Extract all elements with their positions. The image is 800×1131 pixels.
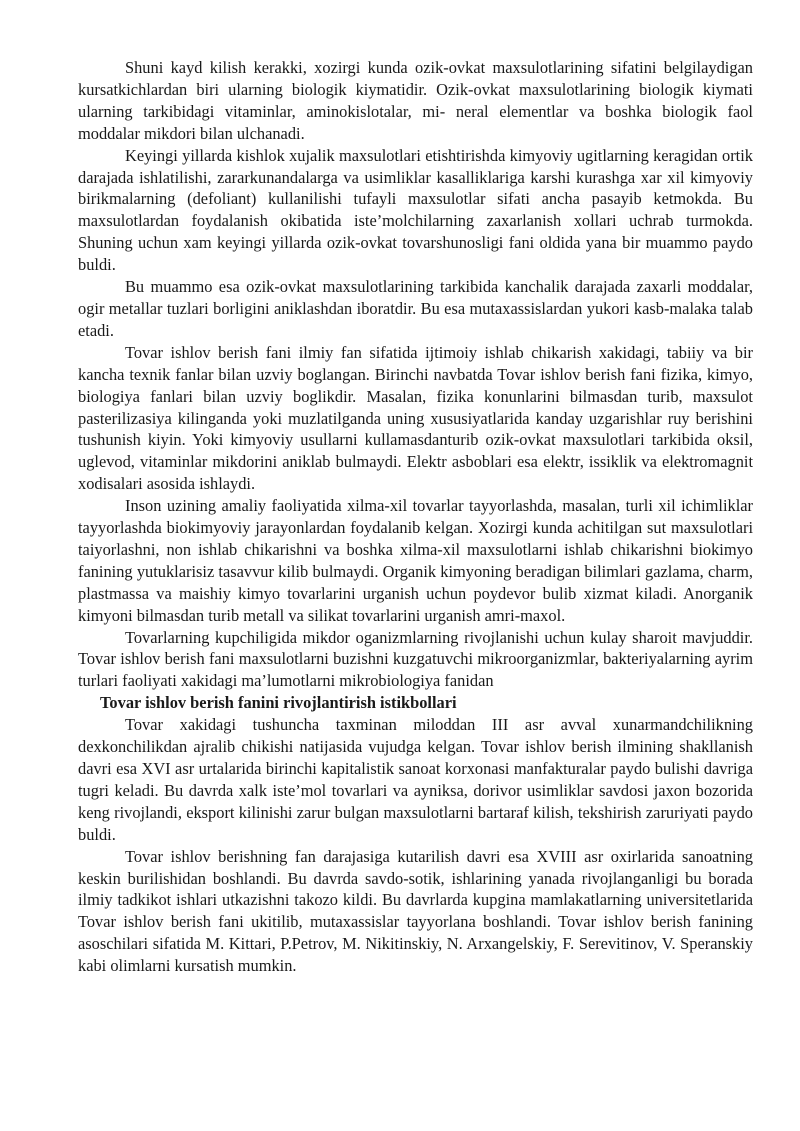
document-page bbox=[78, 57, 753, 977]
paragraph-biological-value: Shuni kayd kilish kerakki, xozirgi kunda ozik-ovkat maxsulotlarining sifatini belgilaydigan kursatkichlardan biri ularning biologik kiymatidir. Ozik-ovkat maxsulotlarining biologik kiymati ularning tarkibidagi vitaminlar, aminokislotalar, mi- neral elementlar va boshka biologik faol moddalar mikdori bilan ulchanadi. bbox=[78, 58, 753, 143]
paragraph-related-sciences: Tovar ishlov berish fani ilmiy fan sifatida ijtimoiy ishlab chikarish xakidagi, tabiiy va bir kancha texnik fanlar bilan uzviy boglangan. Birinchi navbatda Tovar ishlov berish fani fizika, kimyo, biologiya fanlari bilan uzviy boglikdir. Masalan, fizika konunlarini bilmasdan turib, maxsulot pasterilizasiya kilinganda yoki muzlatilganda uning xususiyatlarida kanday uzgarishlar ruy berishini tushunish kiyin. Yoki kimyoviy usullarni kullamasdanturib ozik-ovkat maxsulotlari tarkibida oksil, uglevod, vitaminlar mikdorini aniklab bulmaydi. Elektr asboblari esa elektr, issiklik va elektromagnit xodisalari asosida ishlaydi. bbox=[78, 342, 753, 494]
section-heading: Tovar ishlov berish fanini rivojlantirish istikbollari bbox=[100, 693, 457, 713]
paragraph-history-origin: Tovar xakidagi tushuncha taxminan miloddan III asr avval xunarmandchilikning dexkonchilikdan ajralib chikishi natijasida vujudga kelgan. Tovar ishlov berish ilmining shakllanish davri esa XVI asr urtalarida birinchi kapitalistik sanoat korxonasi manfakturalar paydo bulishi davriga tugri keladi. Bu davrda xalk iste’mol tovarlari va ayniksa, dorivor usimliklar savdosi jaxon bozorida keng rivojlandi, eksport kilinishi zarur bulgan maxsulotlarni bartaraf kilish, tekshirish zaruriyati paydo buldi. bbox=[78, 715, 753, 844]
paragraph-toxic-substances: Bu muammo esa ozik-ovkat maxsulotlarining tarkibida kanchalik darajada zaxarli moddalar, ogir metallar tuzlari borligini aniklashdan iboratdir. Bu esa mutaxassislardan yukori kasb-malaka talab etadi. bbox=[78, 277, 753, 340]
paragraph-chemical-fertilizers: Keyingi yillarda kishlok xujalik maxsulotlari etishtirishda kimyoviy ugitlarning keragidan ortik darajada ishlatilishi, zararkunandalarga va usimliklar kasalliklariga karshi kurashga xar xil kimyoviy birikmalarning (defoliant) kullanilishi tufayli maxsulotlar sifati ancha pasayib ketmokda. Bu maxsulotlardan foydalanish okibatida iste’molchilarning zaxarlanish xollari uchrab turmokda. Shuning uchun xam keyingi yillarda ozik-ovkat tovarshunosligi fani oldida yana bir muammo paydo buldi. bbox=[78, 145, 753, 275]
paragraph-biochemistry: Inson uzining amaliy faoliyatida xilma-xil tovarlar tayyorlashda, masalan, turli xil ichimliklar tayyorlashda biokimyoviy jarayonlardan foydalanib kelgan. Xozirgi kunda achitilgan sut maxsulotlari taiyorlashni, non ishlab chikarishni va boshka xilma-xil maxsulotlarni ishlab chikarishni biokimyo fanining yutuklarisiz tasavvur kilib bulmaydi. Organik kimyoning beradigan bilimlari gazlama, charm, plastmassa va maishiy kimyo tovarlarini urganish uchun poydevor bulib xizmat kiladi. Anorganik kimyoni bilmasdan turib metall va silikat tovarlarini urganish amri-maxol. bbox=[78, 496, 753, 625]
paragraph-history-science: Tovar ishlov berishning fan darajasiga kutarilish davri esa XVIII asr oxirlarida sanoatning keskin burilishidan boshlandi. Bu davrda savdo-sotik, ishlarining yanada rivojlanganligi bu borada ilmiy tadkikot ishlari utkazishni takozo kildi. Bu davrlarda kupgina mamlakatlarning universitetlarida Tovar ishlov berish fani ukitilib, mutaxassislar tayyorlana boshlandi. Tovar ishlov berish fanining asoschilari sifatida M. Kittari, P.Petrov, M. Nikitinskiy, N. Arxangelskiy, F. Serevitinov, V. Speranskiy kabi olimlarni kursatish mumkin. bbox=[78, 846, 753, 976]
paragraph-microbiology: Tovarlarning kupchiligida mikdor oganizmlarning rivojlanishi uchun kulay sharoit mavjuddir. Tovar ishlov berish fani maxsulotlarni buzishni kuzgatuvchi mikroorganizmlar, bakteriyalarning ayrim turlari faoliyati xakidagi ma’lumotlarni mikrobiologiya fanidan bbox=[78, 627, 753, 691]
